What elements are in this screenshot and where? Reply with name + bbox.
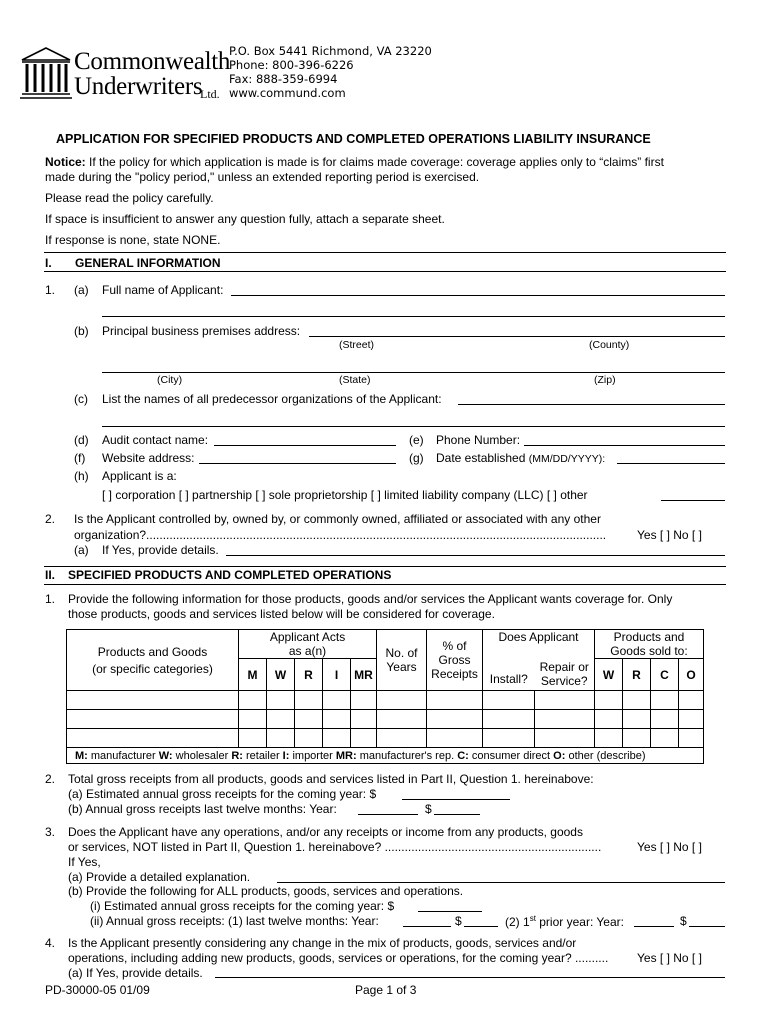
q3ii-part2: (2) 1 <box>505 915 530 929</box>
city-caption: (City) <box>157 374 183 386</box>
years-header-2: Years <box>386 660 417 674</box>
q2a-text: If Yes, provide details. <box>102 543 219 557</box>
repair-header-1: Repair or <box>539 660 589 675</box>
applicant-name-field[interactable] <box>231 295 725 296</box>
q3ii-part1: (ii) Annual gross receipts: (1) last twelve months: Year: <box>90 914 379 928</box>
website-field[interactable] <box>199 463 396 464</box>
table-row[interactable] <box>67 729 704 748</box>
col-i: I <box>323 659 351 691</box>
q3-prior-year-field[interactable] <box>634 926 674 927</box>
s2-q3ii-text <box>90 914 379 928</box>
q3ii-dollar-1: $ <box>455 914 462 928</box>
s2-q2b-text: (b) Annual gross receipts last twelve months: Year: <box>68 802 337 816</box>
legend-val-m: manufacturer <box>87 749 159 762</box>
street-field[interactable] <box>309 336 725 337</box>
form-id: PD-30000-05 01/09 <box>45 983 150 997</box>
premises-address-label: Principal business premises address: <box>102 324 301 338</box>
legend-key-w: W: <box>158 749 173 762</box>
repair-service-header <box>535 659 595 691</box>
audit-contact-field[interactable] <box>214 445 396 446</box>
instruction-2: If space is insufficient to answer any question fully, attach a separate sheet. <box>45 212 445 226</box>
date-format-hint: (MM/DD/YYYY): <box>528 453 606 465</box>
years-header <box>377 630 427 691</box>
section1-divider-top <box>44 252 726 253</box>
q3-prior-amount-field[interactable] <box>689 926 725 927</box>
applicant-acts-header-2: as a(n) <box>288 644 327 658</box>
predecessor-field[interactable] <box>458 404 725 405</box>
applicant-acts-header <box>239 630 377 659</box>
s2-q4-line2: operations, including adding new products, goods, services or operations, for the coming year? .......... <box>68 951 609 965</box>
s2-q2a-text: (a) Estimated annual gross receipts for the coming year: $ <box>68 787 377 801</box>
q3-estimated-receipts-field[interactable] <box>418 911 482 912</box>
install-header: Install? <box>483 659 535 691</box>
q3-amount-field[interactable] <box>464 926 498 927</box>
s2-q1-line2: those products, goods and services listed below will be considered for coverage. <box>68 607 495 621</box>
s2-q2-text: Total gross receipts from all products, goods and services listed in Part II, Question 1. hereinabove: <box>68 772 594 786</box>
company-phone: Phone: 800-396-6226 <box>229 58 354 72</box>
legend-key-c: C: <box>457 749 469 762</box>
legend-key-mr: MR: <box>335 749 357 762</box>
s2-q1-number: 1. <box>45 592 56 606</box>
company-name-line1: Commonwealth <box>74 48 231 75</box>
date-established-field[interactable] <box>617 463 725 464</box>
predecessor-field-2[interactable] <box>102 426 725 427</box>
applicant-name-label: Full name of Applicant: <box>102 283 224 297</box>
receipts-amount-field[interactable] <box>434 814 480 815</box>
q3ii-dollar-2: $ <box>680 914 687 928</box>
building-logo-icon <box>20 46 72 100</box>
q3-year-field[interactable] <box>403 926 451 927</box>
q1f-label: (f) <box>74 451 86 465</box>
predecessor-label: List the names of all predecessor organizations of the Applicant: <box>102 392 442 406</box>
q2-line1: Is the Applicant controlled by, owned by, or commonly owned, affiliated or associated with any other <box>74 512 601 526</box>
county-caption: (County) <box>589 339 630 351</box>
instruction-3: If response is none, state NONE. <box>45 233 221 247</box>
section1-number: I. <box>45 256 52 270</box>
col-sold-r: R <box>623 659 651 691</box>
company-fax: Fax: 888-359-6994 <box>229 72 338 86</box>
pct-receipts-header <box>427 630 483 691</box>
goods-sold-to-header <box>595 630 704 659</box>
q1g-label: (g) <box>409 451 424 465</box>
company-name-line2: Underwriters <box>74 73 203 100</box>
col-sold-c: C <box>651 659 679 691</box>
state-caption: (State) <box>339 374 371 386</box>
legend-val-o: other (describe) <box>565 749 646 762</box>
s2-q2-number: 2. <box>45 772 56 786</box>
q3ii-sup: st <box>529 914 536 923</box>
col-r: R <box>295 659 323 691</box>
instruction-1: Please read the policy carefully. <box>45 191 214 205</box>
pct-header-1: % of <box>442 639 467 653</box>
q1e-label: (e) <box>409 433 424 447</box>
s2-q4-yes-no[interactable]: Yes [ ] No [ ] <box>637 951 702 965</box>
s2-q3b-text: (b) Provide the following for ALL products, goods, services and operations. <box>68 884 464 898</box>
s2-q4-line1: Is the Applicant presently considering any change in the mix of products, goods, services and/or <box>68 936 577 950</box>
date-established-label <box>436 451 605 465</box>
applicant-name-field-2[interactable] <box>102 316 725 317</box>
pct-header-3: Receipts <box>431 667 478 681</box>
date-established-text: Date established <box>436 451 529 465</box>
legend-val-mr: manufacturer's rep. <box>356 749 458 762</box>
goods-sold-header-1: Products and <box>613 630 685 644</box>
products-goods-header-1: Products and Goods <box>97 644 208 659</box>
col-w: W <box>267 659 295 691</box>
q2-details-field[interactable] <box>226 555 725 556</box>
q1d-label: (d) <box>74 433 89 447</box>
legend-key-r: R: <box>231 749 243 762</box>
goods-sold-header-2: Goods sold to: <box>610 644 688 658</box>
section1-divider-bottom <box>44 271 726 272</box>
applicant-type-label: Applicant is a: <box>102 469 177 483</box>
legend-key-o: O: <box>553 749 566 762</box>
notice-line1 <box>45 155 664 169</box>
estimated-receipts-field[interactable] <box>402 799 510 800</box>
years-header-1: No. of <box>385 646 418 660</box>
applicant-acts-header-1: Applicant Acts <box>269 630 346 644</box>
s2-q4a-text: (a) If Yes, provide details. <box>68 966 203 980</box>
q1a-label: (a) <box>74 283 89 297</box>
notice-text-1: If the policy for which application is made is for claims made coverage: coverage applies only to “claims” first <box>89 155 664 169</box>
col-sold-o: O <box>679 659 704 691</box>
q3ii-prior-year <box>505 914 624 929</box>
page-title: APPLICATION FOR SPECIFIED PRODUCTS AND COMPLETED OPERATIONS LIABILITY INSURANCE <box>56 132 651 146</box>
s2-q3a-text: (a) Provide a detailed explanation. <box>68 870 251 884</box>
s2-q3-line1: Does the Applicant have any operations, and/or any receipts or income from any products, goods <box>68 825 583 839</box>
s2-q3i-text: (i) Estimated annual gross receipts for the coming year: $ <box>90 899 395 913</box>
legend-key-m: M: <box>75 749 88 762</box>
phone-number-field[interactable] <box>524 445 725 446</box>
s2-q1-line1: Provide the following information for those products, goods and/or services the Applicant wants coverage for. Only <box>68 592 673 606</box>
s2-q3-yes-no[interactable]: Yes [ ] No [ ] <box>637 840 702 854</box>
products-goods-header <box>67 630 239 691</box>
does-applicant-header: Does Applicant <box>483 630 595 659</box>
website-label: Website address: <box>102 451 195 465</box>
section2-divider-bottom <box>44 584 726 585</box>
notice-line2: made during the "policy period," unless an extended reporting period is exercised. <box>45 170 480 184</box>
s2-q3-number: 3. <box>45 825 56 839</box>
table-legend <box>67 748 704 764</box>
q1c-label: (c) <box>74 392 88 406</box>
section1-title: GENERAL INFORMATION <box>75 256 221 270</box>
q3ii-part3: prior year: Year: <box>535 915 624 929</box>
notice-label: Notice: <box>45 155 86 169</box>
company-website[interactable]: www.commund.com <box>229 86 346 100</box>
q2-number: 2. <box>45 512 56 526</box>
company-suffix: Ltd. <box>200 87 220 101</box>
other-type-field[interactable] <box>661 500 725 501</box>
s2-q3-line2: or services, NOT listed in Part II, Question 1. hereinabove? ................................................................. <box>68 840 602 854</box>
products-table <box>66 629 704 764</box>
q1-number: 1. <box>45 283 56 297</box>
legend-key-i: I: <box>282 749 290 762</box>
s2-q3-ifyes: If Yes, <box>68 855 101 869</box>
section2-number: II. <box>45 568 56 582</box>
s2-q4-number: 4. <box>45 936 56 950</box>
legend-val-r: retailer <box>242 749 283 762</box>
q4-details-field[interactable] <box>215 977 725 978</box>
col-sold-w: W <box>595 659 623 691</box>
pct-header-2: Gross <box>438 653 471 667</box>
q1h-label: (h) <box>74 469 89 483</box>
col-m: M <box>239 659 267 691</box>
section2-divider-top <box>44 566 726 567</box>
street-caption: (Street) <box>339 339 375 351</box>
col-mr: MR <box>351 659 377 691</box>
products-goods-header-2: (or specific categories) <box>92 661 213 676</box>
audit-contact-label: Audit contact name: <box>102 433 209 447</box>
q2a-label: (a) <box>74 543 89 557</box>
receipts-year-field[interactable] <box>358 814 418 815</box>
section2-title: SPECIFIED PRODUCTS AND COMPLETED OPERATIONS <box>68 568 392 582</box>
zip-caption: (Zip) <box>594 374 616 386</box>
applicant-type-options[interactable]: [ ] corporation [ ] partnership [ ] sole proprietorship [ ] limited liability company (LLC) [ ] other <box>102 488 588 502</box>
city-state-zip-field[interactable] <box>102 372 725 373</box>
q2-yes-no[interactable]: Yes [ ] No [ ] <box>637 528 702 542</box>
s2-q2b-dollar: $ <box>425 802 432 816</box>
phone-number-label: Phone Number: <box>436 433 521 447</box>
q3-explanation-field[interactable] <box>277 882 725 883</box>
legend-val-i: importer <box>289 749 336 762</box>
repair-header-2: Service? <box>540 674 588 689</box>
legend-val-w: wholesaler <box>172 749 232 762</box>
q1b-label: (b) <box>74 324 89 338</box>
company-address: P.O. Box 5441 Richmond, VA 23220 <box>229 44 432 58</box>
legend-val-c: consumer direct <box>468 749 554 762</box>
page-number: Page 1 of 3 <box>355 983 417 997</box>
table-row[interactable] <box>67 710 704 729</box>
table-row[interactable] <box>67 691 704 710</box>
q2-line2: organization?.......................................................................................................................................... <box>74 528 607 542</box>
